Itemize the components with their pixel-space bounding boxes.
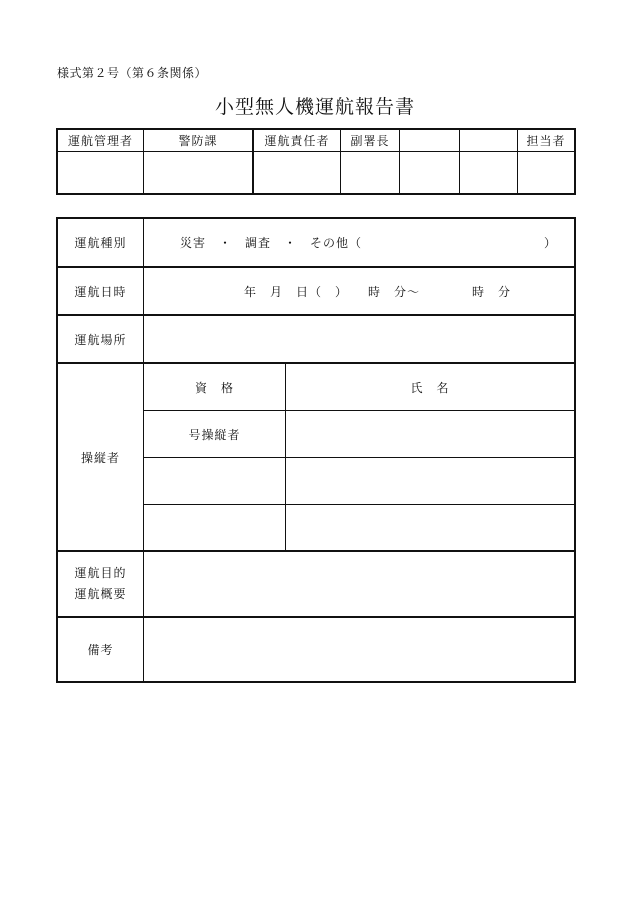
operator-name-field[interactable] (286, 411, 574, 457)
operator-name-field[interactable] (286, 458, 574, 504)
approval-stamp-blank-1[interactable] (400, 152, 460, 193)
approval-header-operation-manager: 運航管理者 (58, 130, 144, 152)
operation-purpose-label (58, 552, 144, 616)
operator-qualification-field[interactable] (144, 505, 285, 550)
approval-table (56, 128, 576, 195)
approval-header-blank-2 (460, 130, 518, 152)
approval-stamp-person-in-charge[interactable] (518, 152, 574, 193)
document-title: 小型無人機運航報告書 (214, 96, 415, 118)
approval-header-person-in-charge: 担当者 (518, 130, 574, 152)
operator-name-field[interactable] (286, 505, 574, 550)
approval-header-blank-1 (400, 130, 460, 152)
operation-datetime-field[interactable]: 年 月 日（ ） 時 分～ 時 分 (244, 284, 512, 299)
operation-purpose-label-line1: 運航目的 (74, 566, 127, 580)
report-table (56, 217, 576, 683)
operation-purpose-label-line2: 運航概要 (74, 587, 127, 601)
operation-location-field[interactable] (150, 316, 570, 362)
approval-header-fire-prevention-section: 警防課 (144, 130, 254, 152)
operation-purpose-field[interactable] (150, 552, 570, 616)
operation-location-label: 運航場所 (58, 316, 144, 362)
remarks-label: 備考 (58, 618, 144, 681)
approval-stamp-blank-2[interactable] (460, 152, 518, 193)
operator-name-header: 氏 名 (410, 380, 450, 395)
operation-datetime-label: 運航日時 (58, 268, 144, 314)
approval-header-operation-supervisor: 運航責任者 (254, 130, 341, 152)
operator-label: 操縦者 (58, 364, 144, 550)
approval-stamp-deputy-chief[interactable] (341, 152, 400, 193)
operation-type-label: 運航種別 (58, 219, 144, 266)
operator-qualification-header: 資 格 (194, 380, 234, 395)
approval-stamp-operation-supervisor[interactable] (254, 152, 341, 193)
operator-qualification-field[interactable] (144, 458, 285, 504)
approval-stamp-operation-manager[interactable] (58, 152, 144, 193)
remarks-field[interactable] (150, 618, 570, 681)
approval-stamp-fire-prevention-section[interactable] (144, 152, 254, 193)
operation-type-options[interactable]: 災害 ・ 調査 ・ その他（ ） (180, 236, 558, 250)
operator-qualification-field[interactable]: 号操縦者 (188, 427, 241, 442)
approval-header-deputy-chief: 副署長 (341, 130, 400, 152)
form-reference: 様式第２号（第６条関係） (57, 66, 208, 80)
